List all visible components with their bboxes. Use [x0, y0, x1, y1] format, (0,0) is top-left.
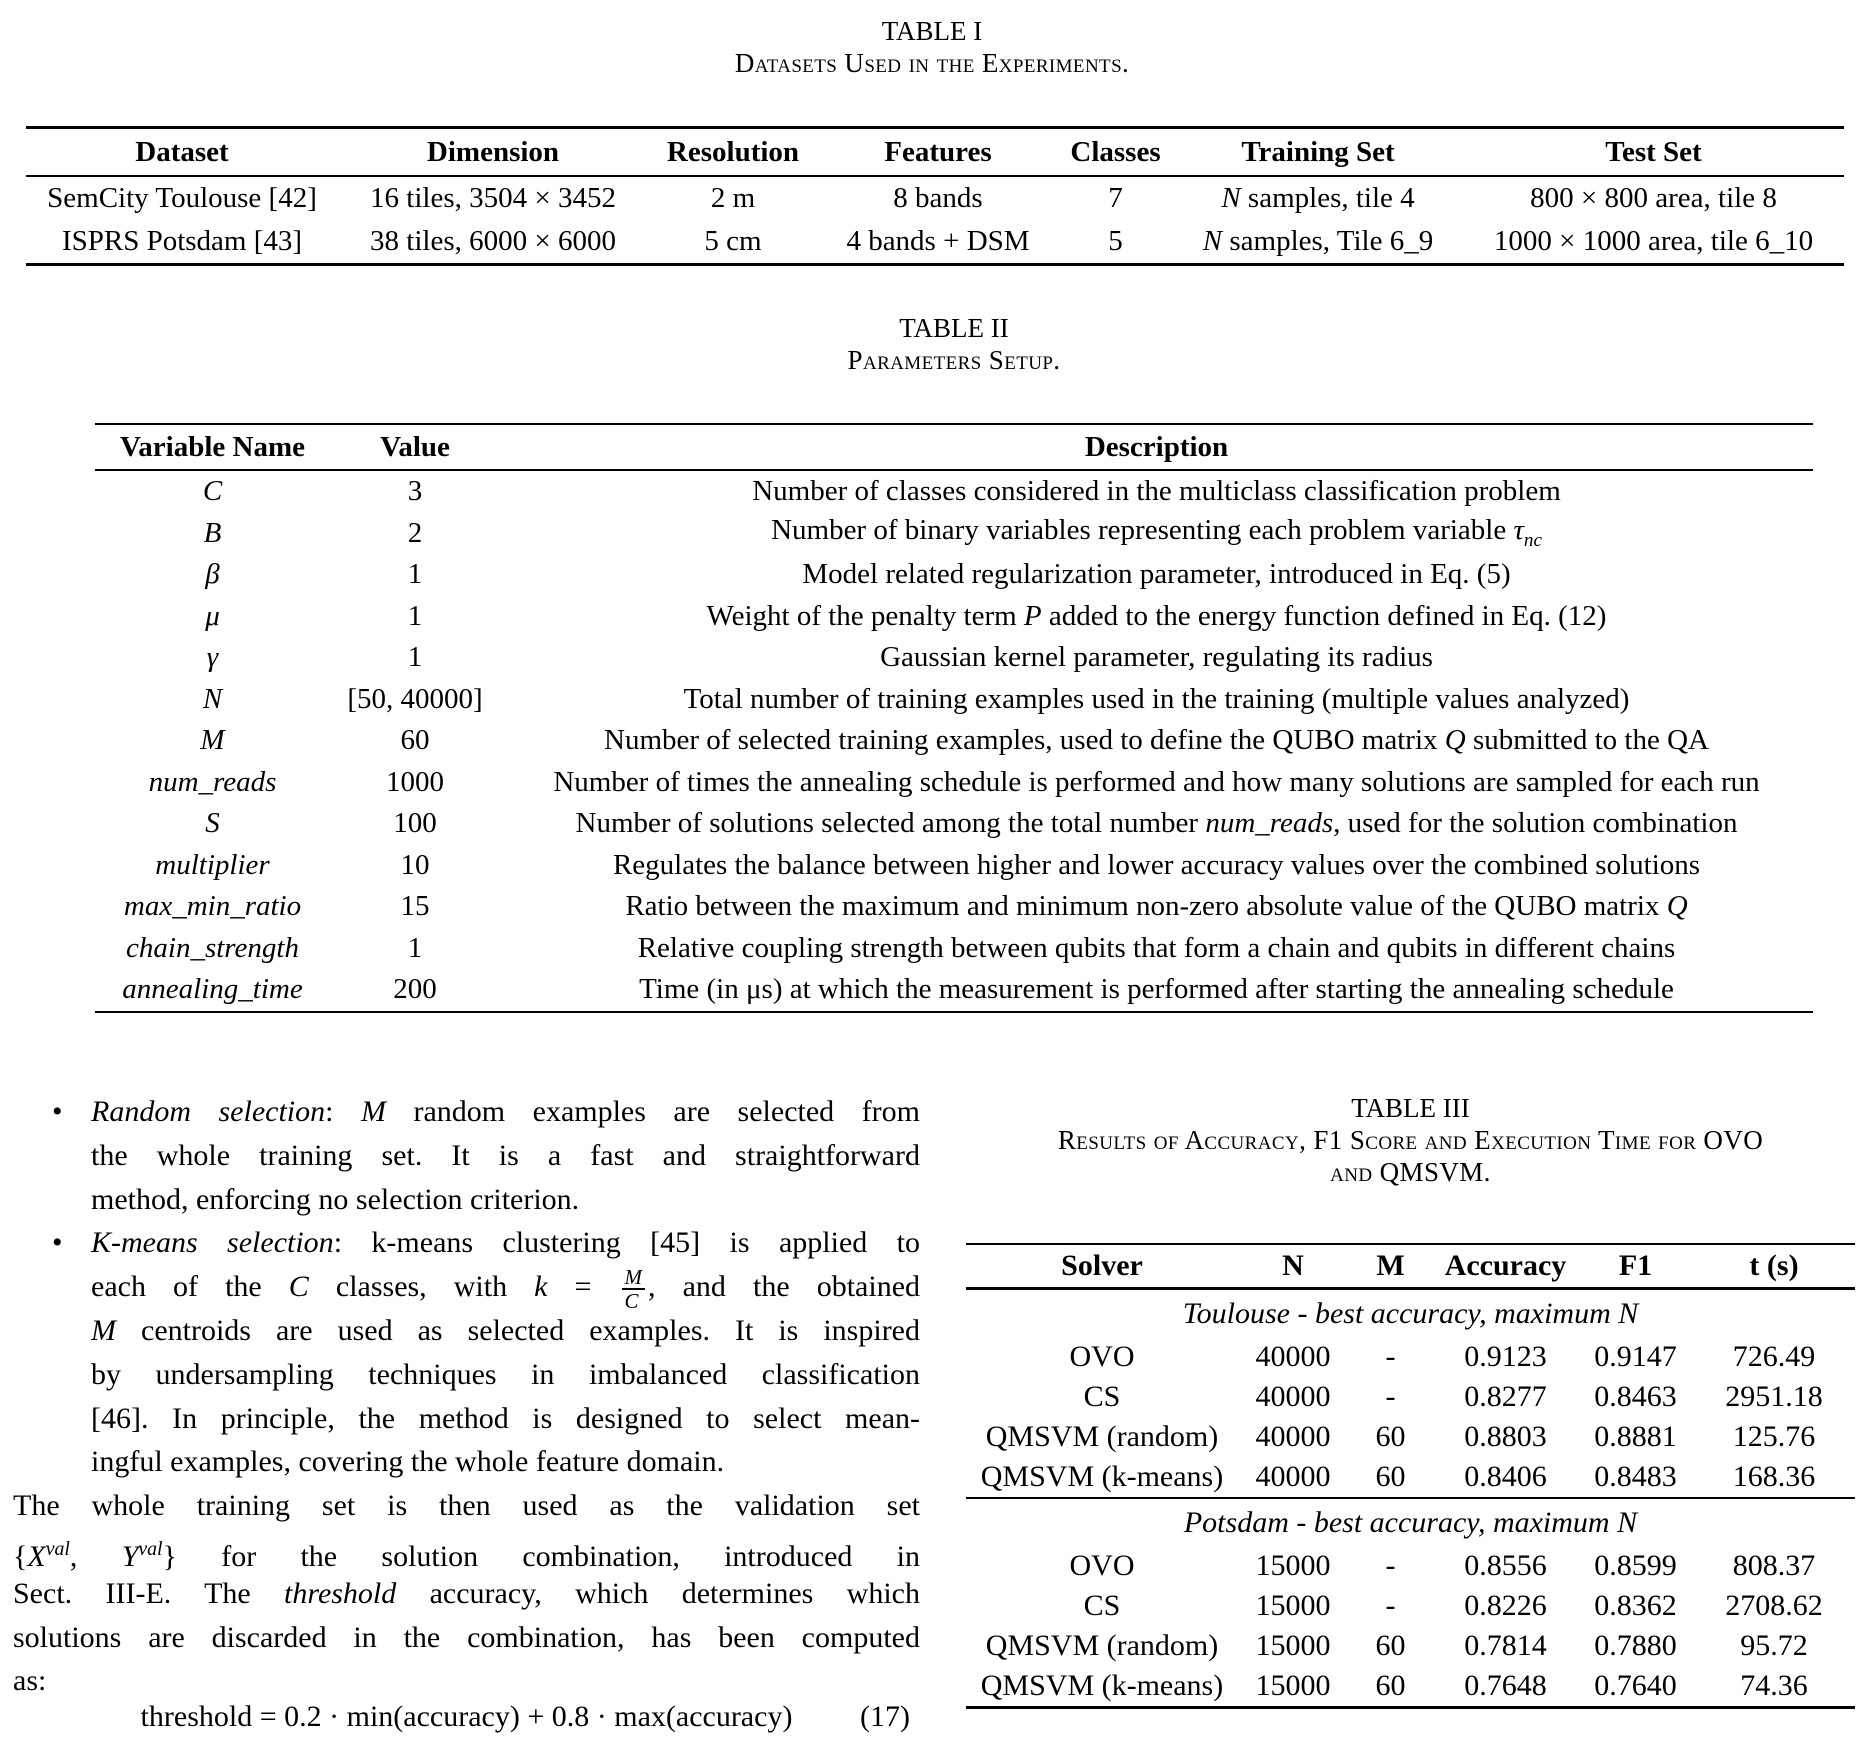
- table-cell: 16 tiles, 3504 × 3452: [370, 182, 616, 214]
- table-cell: Number of solutions selected among the total number num_reads, used for the solution combination: [575, 807, 1738, 840]
- table-row: [95, 554, 1813, 596]
- table-cell: 168.36: [1732, 1460, 1816, 1493]
- table1-caption-title: Datasets Used in the Experiments.: [734, 48, 1130, 78]
- table-cell: ISPRS Potsdam [43]: [61, 225, 303, 257]
- table2-caption-number: TABLE II: [899, 313, 1009, 343]
- table-cell: Ratio between the maximum and minimum non-zero absolute value of the QUBO matrix Q: [625, 890, 1688, 923]
- table-row: [95, 845, 1813, 887]
- table-cell: 0.8599: [1594, 1549, 1677, 1582]
- table-cell: 808.37: [1732, 1549, 1816, 1582]
- table-row: [95, 513, 1813, 555]
- table-header-row: [26, 128, 1844, 177]
- table-cell: -: [1385, 1549, 1396, 1582]
- table-cell: Relative coupling strength between qubits that form a chain and qubits in different chains: [637, 931, 1676, 964]
- table-cell: 15000: [1255, 1549, 1331, 1582]
- results-section: [966, 1498, 1855, 1708]
- column-header: Dataset: [135, 135, 229, 168]
- table-cell: 0.8556: [1464, 1549, 1547, 1582]
- table-cell: 38 tiles, 6000 × 6000: [370, 225, 616, 257]
- table-cell: 40000: [1255, 1420, 1331, 1453]
- table-cell: B: [203, 516, 222, 549]
- table-row: [966, 1417, 1855, 1457]
- table1-body: [26, 176, 1844, 265]
- table-cell: max_min_ratio: [123, 890, 302, 923]
- table3-caption-number: TABLE III: [1351, 1093, 1470, 1123]
- table-cell: 0.8463: [1594, 1380, 1677, 1413]
- table-cell: M: [200, 724, 225, 757]
- table-cell: 15000: [1255, 1629, 1331, 1662]
- text-line: the whole training set. It is a fast and straightforward: [91, 1138, 920, 1172]
- text-line: each of the C classes, with k = $\frac{M}{C}$ , and the obtained: [91, 1264, 921, 1313]
- text-line: [46]. In principle, the method is designed to select mean-: [91, 1401, 920, 1435]
- equation-text: threshold = 0.2 · min(accuracy) + 0.8 · max(accuracy): [140, 1700, 793, 1733]
- table-cell: QMSVM (random): [985, 1420, 1219, 1453]
- table-cell: 0.7640: [1594, 1669, 1677, 1702]
- equation-number: (17): [860, 1700, 910, 1733]
- table-cell: 100: [393, 807, 437, 840]
- text-line: • K-means selection: k-means clustering [45] is applied to: [13, 1221, 920, 1265]
- table-cell: CS: [1083, 1380, 1121, 1413]
- table-cell: annealing_time: [122, 973, 303, 1006]
- column-header: t (s): [1749, 1249, 1799, 1282]
- text-line: M centroids are used as selected examples. It is inspired: [91, 1313, 920, 1347]
- table-cell: CS: [1083, 1589, 1121, 1622]
- table-row: [95, 803, 1813, 845]
- table-cell: 40000: [1255, 1460, 1331, 1493]
- table-cell: 15: [400, 890, 430, 923]
- table-row: [966, 1626, 1855, 1666]
- text-line: method, enforcing no selection criterion.: [91, 1182, 580, 1216]
- table-cell: 5: [1108, 225, 1123, 257]
- section-heading: Toulouse - best accuracy, maximum N: [1182, 1296, 1639, 1330]
- table-cell: Model related regularization parameter, introduced in Eq. (5): [802, 558, 1511, 591]
- table-cell: 0.9123: [1464, 1340, 1547, 1373]
- table-cell: 726.49: [1732, 1340, 1816, 1373]
- table-row: [95, 886, 1813, 928]
- results-table: [966, 1243, 1855, 1709]
- table-cell: 1000 × 1000 area, tile 6_10: [1493, 225, 1814, 257]
- bullet-icon: •: [52, 1226, 63, 1260]
- table-cell: 1: [407, 641, 423, 674]
- table-cell: 800 × 800 area, tile 8: [1530, 182, 1777, 214]
- table-cell: Number of classes considered in the multiclass classification problem: [752, 475, 1561, 508]
- table-cell: Number of binary variables representing each problem variable $\tau_{nc}$: [771, 514, 1542, 552]
- text-line: • Random selection: M random examples are selected from: [13, 1090, 920, 1134]
- column-header: M: [1376, 1249, 1405, 1282]
- table-cell: Gaussian kernel parameter, regulating its radius: [880, 641, 1433, 674]
- results-section: [966, 1289, 1855, 1499]
- text-line: Sect. III-E. The threshold accuracy, which determines which: [13, 1576, 920, 1610]
- table-cell: QMSVM (random): [985, 1629, 1219, 1662]
- table-cell: 7: [1108, 182, 1123, 214]
- table-row: [966, 1586, 1855, 1626]
- table-cell: 8 bands: [893, 182, 983, 214]
- table-row: [95, 679, 1813, 721]
- column-header: Variable Name: [120, 430, 305, 463]
- column-header: F1: [1618, 1249, 1653, 1282]
- table-cell: 2 m: [710, 182, 756, 214]
- table-row: [95, 762, 1813, 804]
- table3-caption-title-line1: Results of Accuracy, F1 Score and Execution Time for OVO: [1057, 1125, 1764, 1155]
- table-cell: 1: [407, 558, 423, 591]
- column-header: Test Set: [1605, 135, 1702, 168]
- table2-caption: [95, 312, 1813, 376]
- table-row: [966, 1457, 1855, 1498]
- table-row: [95, 596, 1813, 638]
- threshold-equation: [13, 1697, 920, 1737]
- table-cell: 4 bands + DSM: [846, 225, 1030, 257]
- table-cell: Weight of the penalty term P added to the energy function defined in Eq. (12): [706, 599, 1607, 632]
- table-cell: Time (in μs) at which the measurement is performed after starting the annealing schedule: [639, 973, 1674, 1006]
- table-row: [966, 1546, 1855, 1586]
- table-cell: C: [202, 475, 223, 508]
- table-row: [26, 220, 1844, 265]
- table-cell: 0.8803: [1464, 1420, 1547, 1453]
- table-cell: S: [205, 807, 220, 840]
- table-cell: N samples, tile 4: [1221, 182, 1415, 214]
- table1-caption: [0, 15, 1864, 79]
- column-header: Features: [884, 135, 992, 168]
- table-cell: 40000: [1255, 1380, 1331, 1413]
- column-header: Description: [1084, 430, 1229, 463]
- table3-caption: [966, 1092, 1855, 1188]
- table-row: [966, 1337, 1855, 1377]
- table-cell: Total number of training examples used in the training (multiple values analyzed): [683, 682, 1630, 715]
- table-cell: 0.7648: [1464, 1669, 1547, 1702]
- table-cell: 0.8483: [1594, 1460, 1677, 1493]
- table-header-row: [966, 1244, 1855, 1289]
- table-cell: N samples, Tile 6_9: [1202, 225, 1434, 257]
- table-cell: -: [1385, 1589, 1396, 1622]
- table-cell: 5 cm: [704, 225, 762, 257]
- table-cell: 2951.18: [1725, 1380, 1823, 1413]
- column-header: Training Set: [1241, 135, 1395, 168]
- table-cell: 74.36: [1740, 1669, 1808, 1702]
- column-header: Dimension: [426, 135, 560, 168]
- text-line: {$X^{val}$, $Y^{val}$} for the solution combination, introduced in: [13, 1537, 921, 1573]
- text-line: by undersampling techniques in imbalanced classification: [91, 1357, 920, 1391]
- table-cell: 40000: [1255, 1340, 1331, 1373]
- table-cell: 95.72: [1740, 1629, 1808, 1662]
- table-cell: 0.7814: [1464, 1629, 1547, 1662]
- table-cell: 125.76: [1732, 1420, 1816, 1453]
- text-line: as:: [13, 1664, 47, 1698]
- table-cell: 0.8406: [1464, 1460, 1547, 1493]
- fraction: $\frac{M}{C}$: [622, 1266, 646, 1312]
- table-header-row: [95, 424, 1813, 470]
- table-cell: 60: [1375, 1669, 1406, 1702]
- table2-caption-title: Parameters Setup.: [847, 345, 1061, 375]
- table-cell: 15000: [1255, 1669, 1331, 1702]
- table-cell: multiplier: [155, 848, 270, 881]
- text-line: solutions are discarded in the combination, has been computed: [13, 1620, 920, 1654]
- table-row: [26, 176, 1844, 220]
- table-cell: 60: [1375, 1629, 1406, 1662]
- table-row: [95, 470, 1813, 513]
- table1-caption-number: TABLE I: [881, 16, 983, 46]
- table-cell: 2708.62: [1725, 1589, 1823, 1622]
- section-heading-row: [966, 1289, 1855, 1338]
- section-heading-row: [966, 1498, 1855, 1546]
- table-cell: Number of times the annealing schedule is performed and how many solutions are sampled for each run: [553, 765, 1760, 798]
- table-cell: -: [1385, 1340, 1396, 1373]
- table-cell: 2: [407, 516, 423, 549]
- table-cell: 0.7880: [1594, 1629, 1677, 1662]
- table-cell: 1: [407, 599, 423, 632]
- table-cell: Number of selected training examples, used to define the QUBO matrix Q submitted to the QA: [604, 724, 1709, 757]
- table-cell: SemCity Toulouse [42]: [47, 182, 317, 214]
- table-cell: QMSVM (k-means): [980, 1669, 1224, 1702]
- table-cell: 1: [407, 931, 423, 964]
- table-row: [95, 637, 1813, 679]
- table-cell: [50, 40000]: [347, 682, 483, 715]
- table3-caption-title-line2: and QMSVM.: [1330, 1157, 1491, 1187]
- bullet-icon: •: [52, 1095, 63, 1128]
- column-header: N: [1282, 1249, 1304, 1282]
- table-cell: 0.8881: [1594, 1420, 1677, 1453]
- table-cell: 0.8277: [1464, 1380, 1547, 1413]
- table2-body: [95, 470, 1813, 1012]
- text-line: ingful examples, covering the whole feature domain.: [91, 1445, 725, 1479]
- table-cell: 0.8362: [1594, 1589, 1677, 1622]
- table-cell: 200: [393, 973, 437, 1006]
- table-row: [966, 1377, 1855, 1417]
- column-header: Solver: [1061, 1249, 1143, 1282]
- column-header: Accuracy: [1444, 1249, 1567, 1282]
- column-header: Resolution: [666, 135, 800, 168]
- table-cell: 0.8226: [1464, 1589, 1547, 1622]
- table-cell: Regulates the balance between higher and lower accuracy values over the combined solutions: [612, 848, 1701, 881]
- table-cell: 15000: [1255, 1589, 1331, 1622]
- table-cell: 3: [407, 475, 423, 508]
- section-heading: Potsdam - best accuracy, maximum N: [1183, 1505, 1638, 1539]
- table-cell: num_reads: [148, 765, 277, 798]
- table-row: [95, 720, 1813, 762]
- table-row: [95, 928, 1813, 970]
- table-cell: 60: [1375, 1420, 1406, 1453]
- table-cell: 1000: [386, 765, 444, 798]
- table-cell: chain_strength: [126, 931, 299, 964]
- table-cell: N: [202, 682, 223, 715]
- table-cell: OVO: [1069, 1340, 1135, 1373]
- table-cell: γ: [206, 641, 219, 674]
- column-header: Classes: [1070, 135, 1161, 168]
- table-cell: OVO: [1069, 1549, 1135, 1582]
- parameters-table: [95, 423, 1813, 1013]
- table-cell: 10: [400, 848, 430, 881]
- table-cell: β: [205, 558, 220, 591]
- table-cell: QMSVM (k-means): [980, 1460, 1224, 1493]
- text-line: The whole training set is then used as the validation set: [13, 1489, 920, 1523]
- table-cell: μ: [205, 599, 220, 632]
- table-cell: 0.9147: [1594, 1340, 1677, 1373]
- table-cell: 60: [1375, 1460, 1406, 1493]
- table-row: [95, 969, 1813, 1012]
- table-cell: -: [1385, 1380, 1396, 1413]
- column-header: Value: [380, 430, 450, 463]
- body-text-column: [13, 1090, 920, 1703]
- datasets-table: [26, 126, 1844, 266]
- table-row: [966, 1666, 1855, 1708]
- table-cell: 60: [400, 724, 430, 757]
